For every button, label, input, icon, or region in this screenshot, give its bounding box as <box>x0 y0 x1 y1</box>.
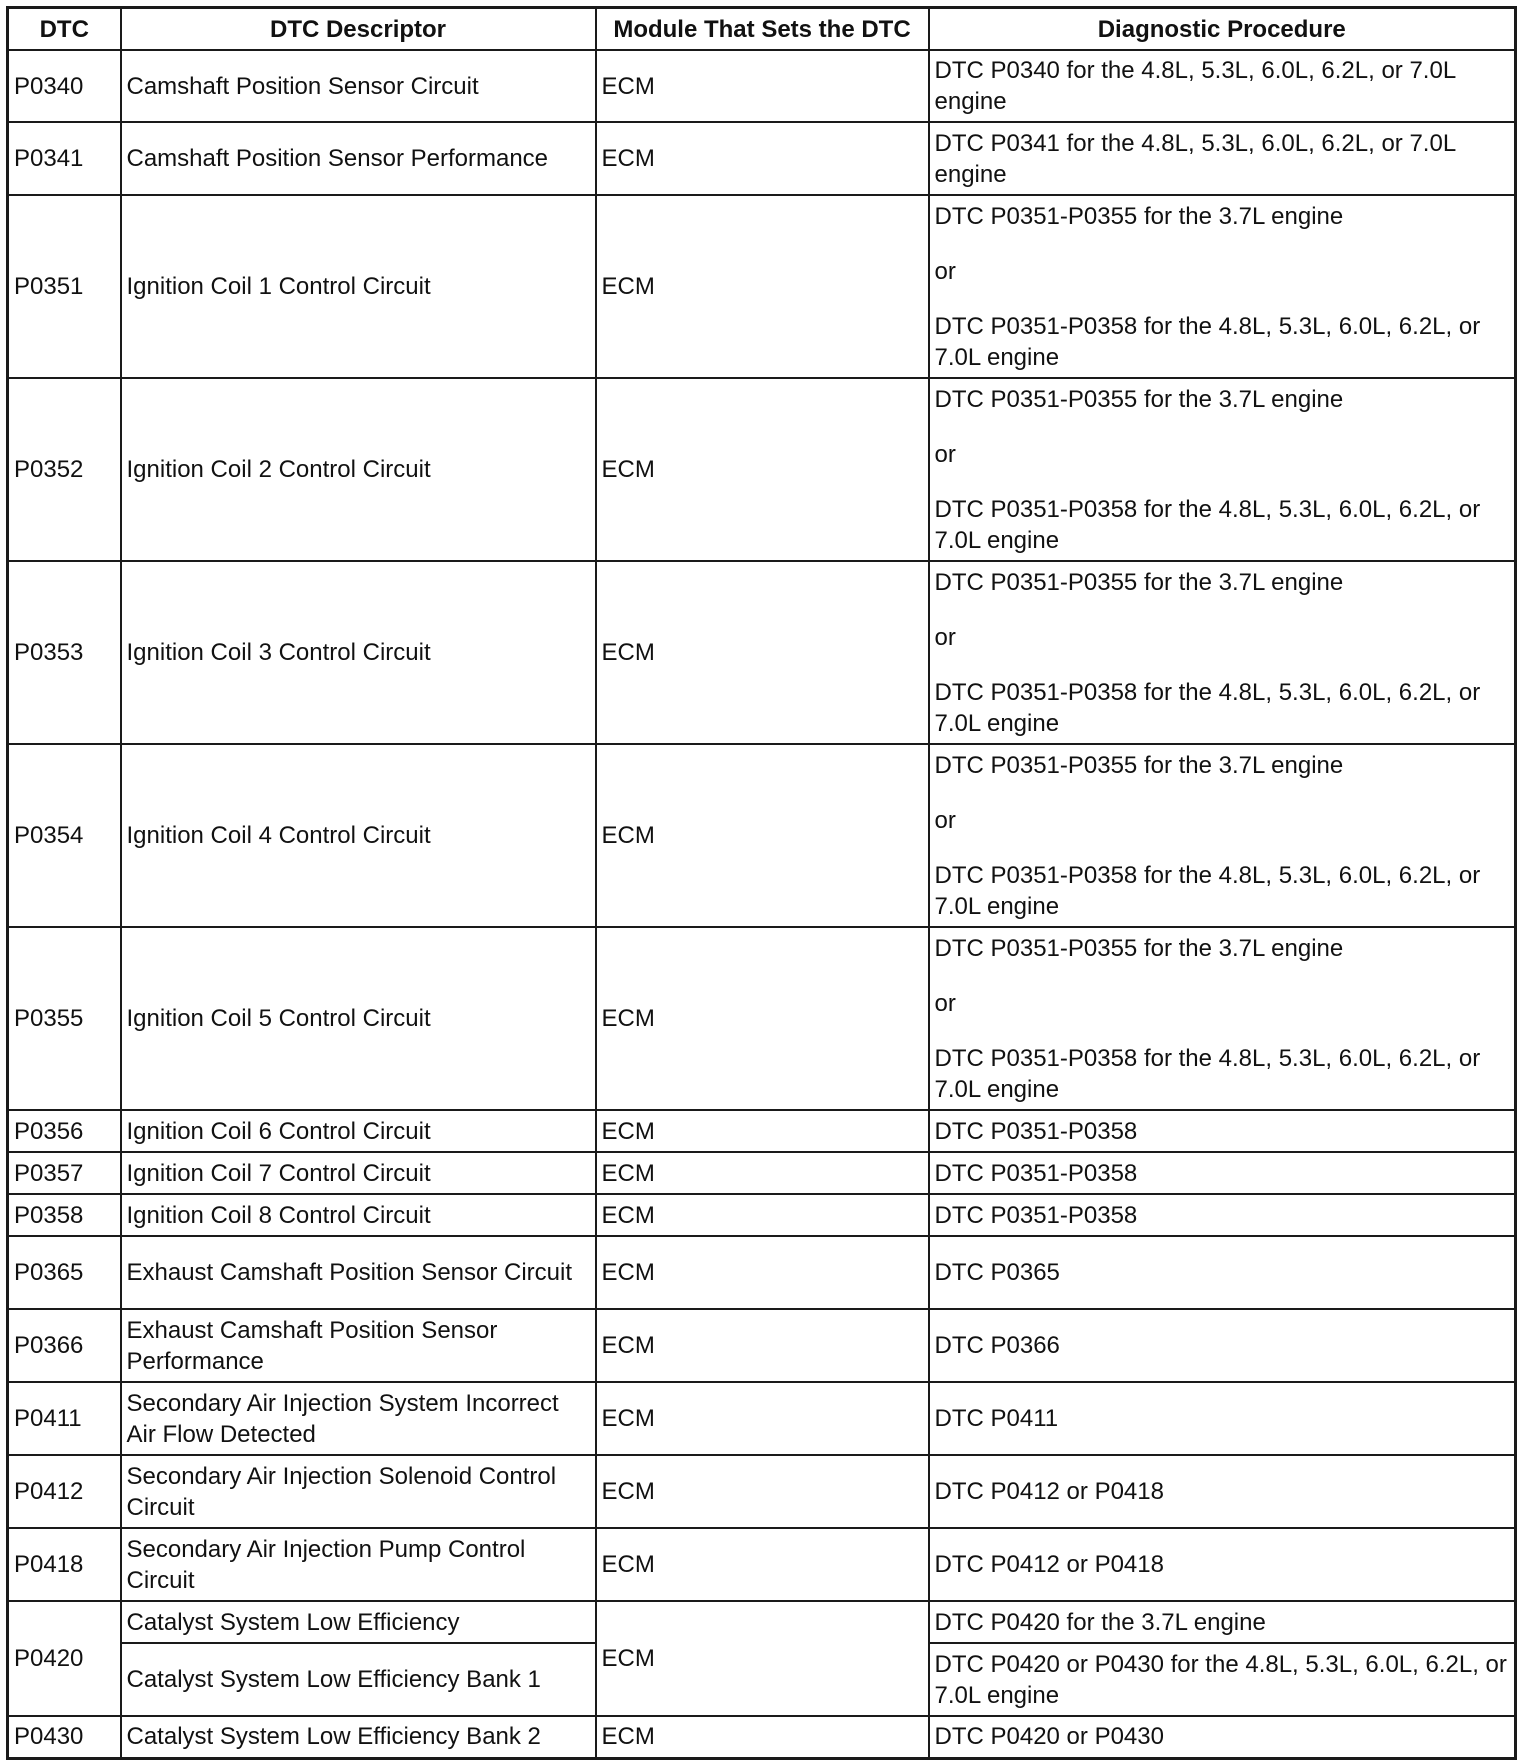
dtc-code: P0358 <box>8 1194 121 1236</box>
diagnostic-procedure: DTC P0351-P0358 <box>929 1110 1516 1152</box>
dtc-module: ECM <box>596 1601 929 1716</box>
procedure-option-b: DTC P0351-P0358 for the 4.8L, 5.3L, 6.0L, 6.2L, or 7.0L engine <box>934 1044 1481 1103</box>
dtc-descriptor: Ignition Coil 4 Control Circuit <box>121 744 596 927</box>
dtc-descriptor: Catalyst System Low Efficiency <box>121 1601 596 1643</box>
dtc-descriptor: Exhaust Camshaft Position Sensor Circuit <box>121 1236 596 1309</box>
procedure-or: or <box>934 440 956 468</box>
diagnostic-procedure: DTC P0412 or P0418 <box>929 1455 1516 1528</box>
dtc-code: P0355 <box>8 927 121 1110</box>
diagnostic-procedure <box>929 927 1516 1110</box>
procedure-option-b: DTC P0351-P0358 for the 4.8L, 5.3L, 6.0L, 6.2L, or 7.0L engine <box>934 861 1481 920</box>
procedure-or: or <box>934 806 956 834</box>
diagnostic-procedure: DTC P0341 for the 4.8L, 5.3L, 6.0L, 6.2L, or 7.0L engine <box>929 122 1516 195</box>
table-row <box>8 1152 1516 1194</box>
dtc-descriptor: Catalyst System Low Efficiency Bank 2 <box>121 1716 596 1758</box>
dtc-code: P0341 <box>8 122 121 195</box>
dtc-descriptor: Ignition Coil 3 Control Circuit <box>121 561 596 744</box>
header-module: Module That Sets the DTC <box>596 8 929 51</box>
diagnostic-procedure: DTC P0340 for the 4.8L, 5.3L, 6.0L, 6.2L, or 7.0L engine <box>929 50 1516 122</box>
diagnostic-procedure: DTC P0412 or P0418 <box>929 1528 1516 1601</box>
dtc-module: ECM <box>596 1110 929 1152</box>
dtc-module: ECM <box>596 1528 929 1601</box>
dtc-code: P0356 <box>8 1110 121 1152</box>
procedure-option-b: DTC P0351-P0358 for the 4.8L, 5.3L, 6.0L, 6.2L, or 7.0L engine <box>934 678 1481 737</box>
procedure-option-a: DTC P0351-P0355 for the 3.7L engine <box>934 202 1344 230</box>
procedure-or: or <box>934 257 956 285</box>
dtc-descriptor: Catalyst System Low Efficiency Bank 1 <box>121 1643 596 1716</box>
diagnostic-procedure: DTC P0420 for the 3.7L engine <box>929 1601 1516 1643</box>
dtc-module: ECM <box>596 744 929 927</box>
diagnostic-procedure: DTC P0411 <box>929 1382 1516 1455</box>
diagnostic-procedure: DTC P0420 or P0430 <box>929 1716 1516 1758</box>
diagnostic-procedure <box>929 561 1516 744</box>
dtc-module: ECM <box>596 378 929 561</box>
table-row <box>8 1455 1516 1528</box>
diagnostic-procedure: DTC P0366 <box>929 1309 1516 1382</box>
dtc-module: ECM <box>596 1194 929 1236</box>
diagnostic-procedure <box>929 378 1516 561</box>
dtc-code: P0351 <box>8 195 121 378</box>
dtc-module: ECM <box>596 1236 929 1309</box>
header-descriptor: DTC Descriptor <box>121 8 596 51</box>
dtc-module: ECM <box>596 50 929 122</box>
header-row <box>8 8 1516 51</box>
dtc-descriptor: Ignition Coil 1 Control Circuit <box>121 195 596 378</box>
diagnostic-procedure: DTC P0351-P0358 <box>929 1152 1516 1194</box>
dtc-module: ECM <box>596 122 929 195</box>
dtc-module: ECM <box>596 195 929 378</box>
table-row <box>8 195 1516 378</box>
dtc-module: ECM <box>596 561 929 744</box>
diagnostic-procedure: DTC P0351-P0358 <box>929 1194 1516 1236</box>
procedure-option-a: DTC P0351-P0355 for the 3.7L engine <box>934 751 1344 779</box>
dtc-module: ECM <box>596 1309 929 1382</box>
dtc-code: P0412 <box>8 1455 121 1528</box>
table-row <box>8 1382 1516 1455</box>
table-row <box>8 1110 1516 1152</box>
dtc-code: P0411 <box>8 1382 121 1455</box>
dtc-descriptor: Secondary Air Injection Pump Control Circuit <box>121 1528 596 1601</box>
dtc-descriptor: Ignition Coil 2 Control Circuit <box>121 378 596 561</box>
table-row <box>8 1528 1516 1601</box>
procedure-option-b: DTC P0351-P0358 for the 4.8L, 5.3L, 6.0L, 6.2L, or 7.0L engine <box>934 495 1481 554</box>
dtc-module: ECM <box>596 1152 929 1194</box>
dtc-module: ECM <box>596 927 929 1110</box>
dtc-descriptor: Secondary Air Injection Solenoid Control Circuit <box>121 1455 596 1528</box>
procedure-option-a: DTC P0351-P0355 for the 3.7L engine <box>934 934 1344 962</box>
dtc-module: ECM <box>596 1716 929 1758</box>
dtc-code: P0353 <box>8 561 121 744</box>
table-row <box>8 50 1516 122</box>
procedure-option-b: DTC P0351-P0358 for the 4.8L, 5.3L, 6.0L, 6.2L, or 7.0L engine <box>934 312 1481 371</box>
dtc-table <box>6 6 1517 1760</box>
table-row <box>8 1601 1516 1643</box>
dtc-code: P0420 <box>8 1601 121 1716</box>
procedure-option-a: DTC P0351-P0355 for the 3.7L engine <box>934 568 1344 596</box>
dtc-module: ECM <box>596 1455 929 1528</box>
dtc-descriptor: Exhaust Camshaft Position Sensor Performance <box>121 1309 596 1382</box>
dtc-descriptor: Camshaft Position Sensor Circuit <box>121 50 596 122</box>
dtc-descriptor: Ignition Coil 6 Control Circuit <box>121 1110 596 1152</box>
table-row <box>8 744 1516 927</box>
dtc-descriptor: Ignition Coil 7 Control Circuit <box>121 1152 596 1194</box>
dtc-descriptor: Ignition Coil 8 Control Circuit <box>121 1194 596 1236</box>
table-row <box>8 122 1516 195</box>
dtc-descriptor: Ignition Coil 5 Control Circuit <box>121 927 596 1110</box>
dtc-code: P0340 <box>8 50 121 122</box>
dtc-descriptor: Camshaft Position Sensor Performance <box>121 122 596 195</box>
header-procedure: Diagnostic Procedure <box>929 8 1516 51</box>
dtc-code: P0357 <box>8 1152 121 1194</box>
diagnostic-procedure <box>929 744 1516 927</box>
diagnostic-procedure <box>929 195 1516 378</box>
diagnostic-procedure: DTC P0420 or P0430 for the 4.8L, 5.3L, 6.0L, 6.2L, or 7.0L engine <box>929 1643 1516 1716</box>
dtc-code: P0354 <box>8 744 121 927</box>
dtc-code: P0418 <box>8 1528 121 1601</box>
dtc-descriptor: Secondary Air Injection System Incorrect Air Flow Detected <box>121 1382 596 1455</box>
table-row <box>8 561 1516 744</box>
table-row <box>8 1716 1516 1758</box>
header-dtc: DTC <box>8 8 121 51</box>
dtc-code: P0352 <box>8 378 121 561</box>
table-row <box>8 1236 1516 1309</box>
table-row <box>8 927 1516 1110</box>
dtc-code: P0365 <box>8 1236 121 1309</box>
dtc-code: P0366 <box>8 1309 121 1382</box>
procedure-or: or <box>934 623 956 651</box>
dtc-module: ECM <box>596 1382 929 1455</box>
dtc-code: P0430 <box>8 1716 121 1758</box>
table-row <box>8 378 1516 561</box>
procedure-or: or <box>934 989 956 1017</box>
table-row <box>8 1194 1516 1236</box>
table-row <box>8 1309 1516 1382</box>
diagnostic-procedure: DTC P0365 <box>929 1236 1516 1309</box>
procedure-option-a: DTC P0351-P0355 for the 3.7L engine <box>934 385 1344 413</box>
